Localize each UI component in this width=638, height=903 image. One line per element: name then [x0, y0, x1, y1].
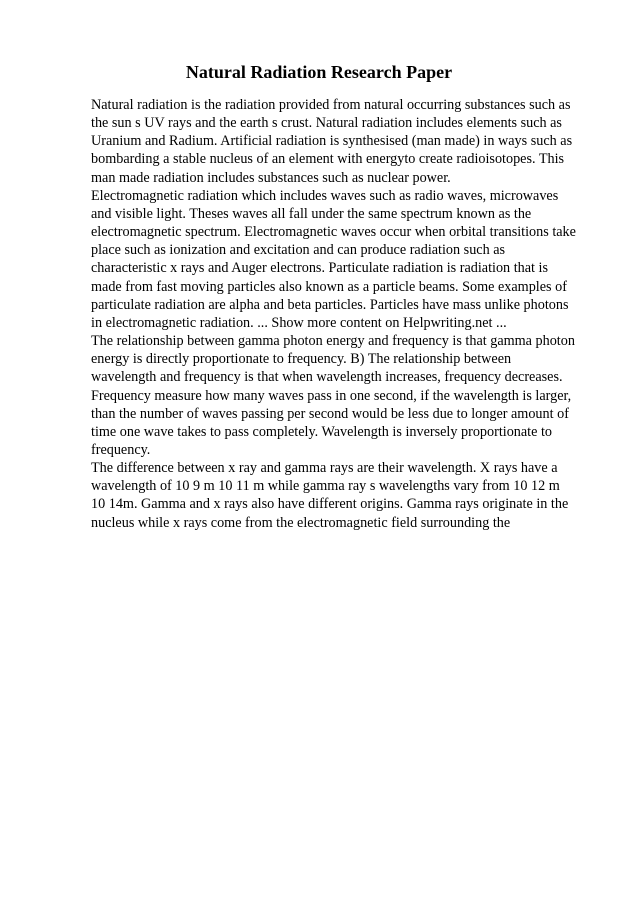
document-title: Natural Radiation Research Paper — [185, 62, 453, 82]
body-line: energy is directly proportionate to frequency. B) The relationship between — [91, 351, 512, 368]
body-line: particulate radiation are alpha and beta particles. Particles have mass unlike photons — [91, 296, 569, 313]
body-line: characteristic x rays and Auger electrons. Particulate radiation is radiation that is — [91, 260, 548, 277]
body-line: the sun s UV rays and the earth s crust. Natural radiation includes elements such as — [91, 115, 562, 132]
body-line: Frequency measure how many waves pass in one second, if the wavelength is larger, — [91, 387, 572, 404]
body-line: electromagnetic spectrum. Electromagnetic waves occur when orbital transitions take — [91, 224, 576, 241]
body-line: and visible light. Theses waves all fall under the same spectrum known as the — [91, 205, 532, 222]
body-line: man made radiation includes substances such as nuclear power. — [91, 169, 451, 186]
body-line: than the number of waves passing per second would be less due to longer amount of — [91, 405, 569, 422]
body-line: made from fast moving particles also known as a particle beams. Some examples of — [91, 278, 567, 295]
body-line: nucleus while x rays come from the electromagnetic field surrounding the — [91, 514, 511, 531]
document-body — [91, 96, 611, 532]
body-line: The difference between x ray and gamma rays are their wavelength. X rays have a — [91, 460, 558, 477]
body-line: wavelength of 10 9 m 10 11 m while gamma ray s wavelengths vary from 10 12 m — [91, 478, 560, 495]
body-line: Natural radiation is the radiation provided from natural occurring substances such as — [91, 97, 571, 113]
body-line: bombarding a stable nucleus of an element with energyto create radioisotopes. This — [91, 151, 565, 168]
body-line: time one wave takes to pass completely. Wavelength is inversely proportionate to — [91, 423, 553, 440]
body-line: wavelength and frequency is that when wavelength increases, frequency decreases. — [91, 369, 563, 386]
body-line: in electromagnetic radiation. ... Show more content on Helpwriting.net ... — [91, 314, 507, 331]
body-line: frequency. — [91, 441, 151, 458]
body-line: Electromagnetic radiation which includes waves such as radio waves, microwaves — [91, 187, 559, 204]
body-line: The relationship between gamma photon energy and frequency is that gamma photon — [91, 333, 575, 350]
body-line: place such as ionization and excitation and can produce radiation such as — [91, 242, 506, 259]
body-line: 10 14m. Gamma and x rays also have different origins. Gamma rays originate in the — [91, 496, 569, 513]
body-line: Uranium and Radium. Artificial radiation is synthesised (man made) in ways such as — [91, 133, 573, 150]
